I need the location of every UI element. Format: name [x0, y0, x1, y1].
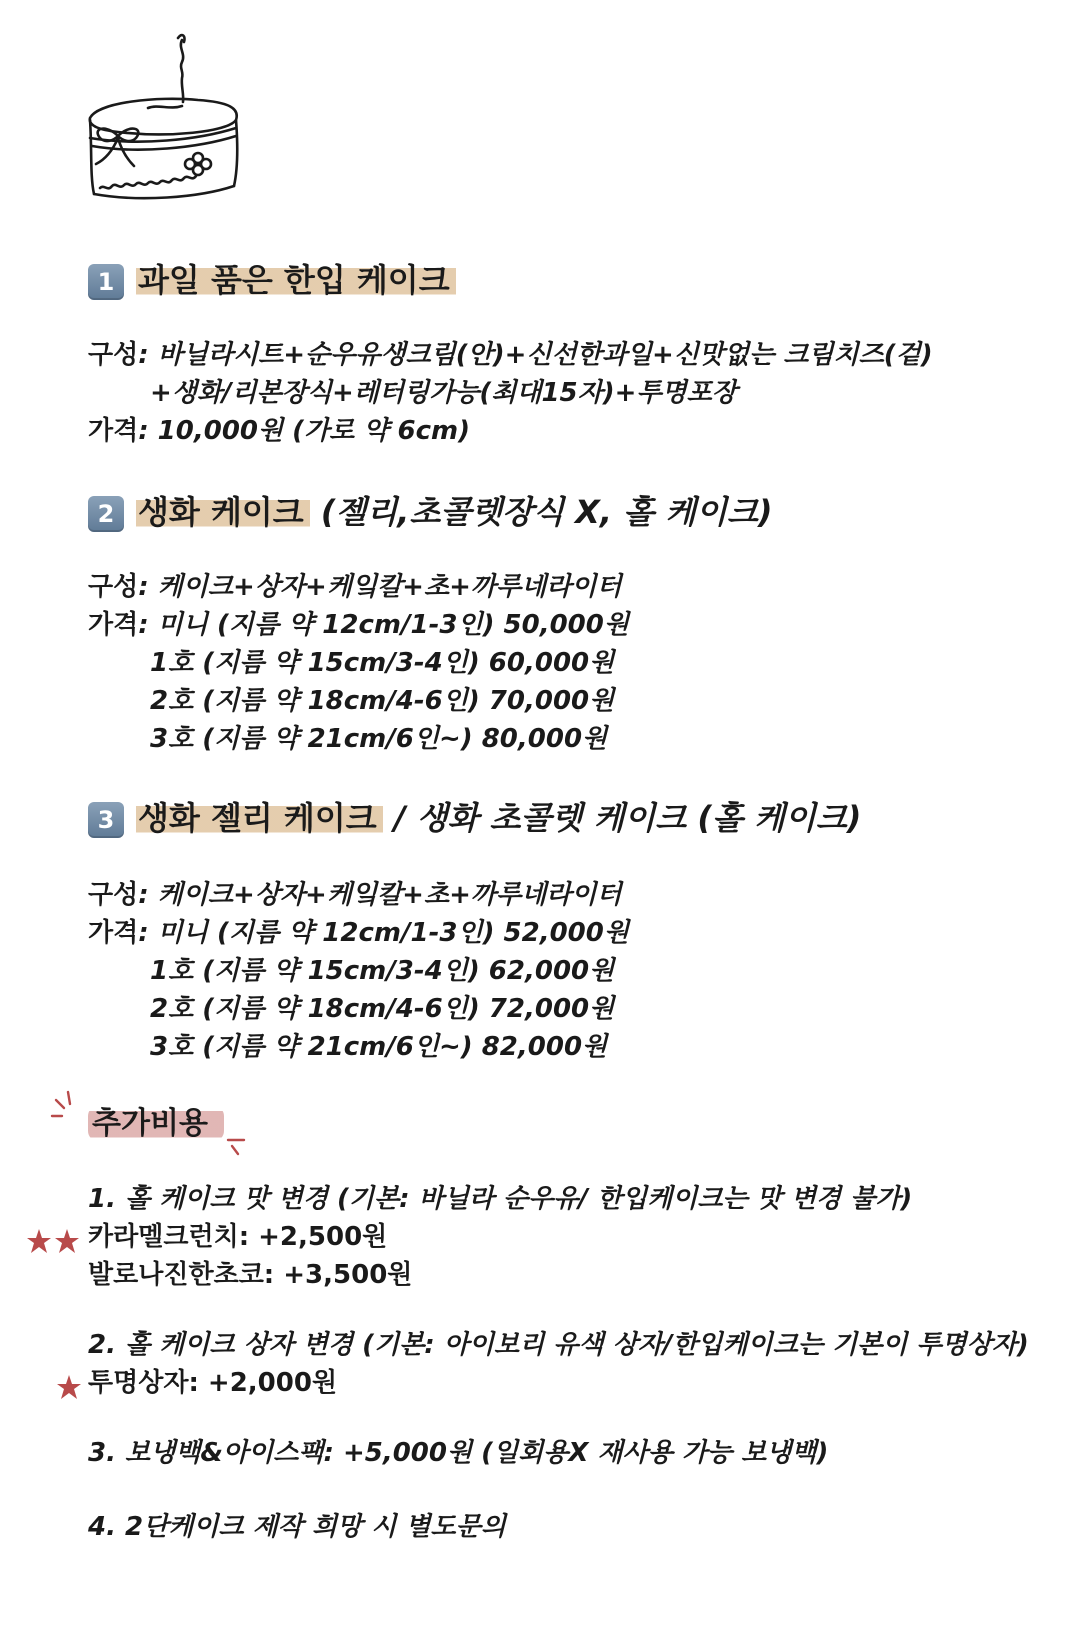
extra-item2: 2. 홀 케이크 상자 변경 (기본: 아이보리 유색 상자/한입케이크는 기본이 투명상자) [88, 1330, 1029, 1360]
section1-title-text: 과일 품은 한입 케이크 [136, 261, 456, 299]
keycap-number-icon: 3 [88, 802, 124, 838]
section3-composition: 구성: 케이크+상자+케잌칼+초+까루네라이터 [88, 880, 622, 910]
section2-composition: 구성: 케이크+상자+케잌칼+초+까루네라이터 [88, 572, 622, 602]
section3-title [88, 796, 861, 840]
sparkle-lines-icon [50, 1088, 80, 1128]
section3-price-2: 2호 (지름 약 18cm/4-6인) 72,000원 [150, 994, 615, 1024]
section3-title-suffix: / 생화 초콜렛 케이크 (홀 케이크) [382, 799, 862, 837]
extra-item4: 4. 2단케이크 제작 희망 시 별도문의 [88, 1512, 506, 1542]
section1-composition: 구성: 바닐라시트+순우유생크림(안)+신선한과일+신맛없는 크림치즈(겉) [88, 340, 933, 370]
section1-price: 가격: 10,000원 (가로 약 6cm) [88, 416, 470, 446]
cake-drawing-icon [78, 28, 248, 213]
section2-title-text: 생화 케이크 [136, 493, 310, 531]
sparkle-lines-icon [224, 1130, 254, 1160]
extra-item1-option-caramel: 카라멜크런치: +2,500원 [88, 1222, 388, 1252]
section3-price-1: 1호 (지름 약 15cm/3-4인) 62,000원 [150, 956, 615, 986]
keycap-number-icon: 2 [88, 496, 124, 532]
section3-price-mini: 가격: 미니 (지름 약 12cm/1-3인) 52,000원 [88, 918, 629, 948]
extra-item2-option-clear-box: 투명상자: +2,000원 [88, 1368, 338, 1398]
keycap-number-icon: 1 [88, 264, 124, 300]
section2-price-mini: 가격: 미니 (지름 약 12cm/1-3인) 50,000원 [88, 610, 629, 640]
section2-price-1: 1호 (지름 약 15cm/3-4인) 60,000원 [150, 648, 615, 678]
extra-title-text: 추가비용 [88, 1106, 224, 1141]
section1-composition-cont: +생화/리본장식+레터링가능(최대15자)+투명포장 [150, 378, 737, 408]
section2-title [88, 490, 773, 534]
section3-title-text: 생화 젤리 케이크 [136, 799, 383, 837]
star-icon [56, 1374, 82, 1400]
section2-title-suffix: (젤리,초콜렛장식 X, 홀 케이크) [309, 493, 773, 531]
section3-price-3: 3호 (지름 약 21cm/6인~) 82,000원 [150, 1032, 608, 1062]
section2-price-3: 3호 (지름 약 21cm/6인~) 80,000원 [150, 724, 608, 754]
section1-title [88, 258, 456, 302]
extra-item1: 1. 홀 케이크 맛 변경 (기본: 바닐라 순우유/ 한입케이크는 맛 변경 불가) [88, 1184, 913, 1214]
extra-item3: 3. 보냉백&아이스팩: +5,000원 (일회용X 재사용 가능 보냉백) [88, 1438, 829, 1468]
section2-price-2: 2호 (지름 약 18cm/4-6인) 70,000원 [150, 686, 615, 716]
star-icon [54, 1228, 80, 1254]
extra-item1-option-valrhona: 발로나진한초코: +3,500원 [88, 1260, 413, 1290]
extra-title [88, 1102, 224, 1146]
star-icon [26, 1228, 52, 1254]
